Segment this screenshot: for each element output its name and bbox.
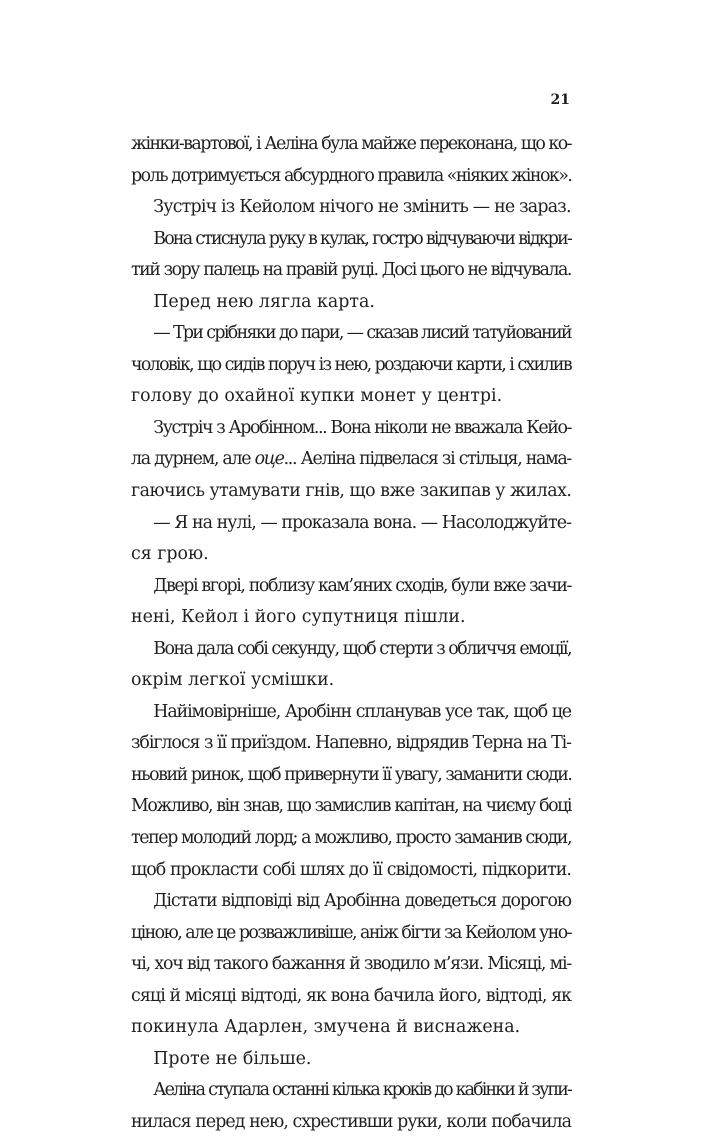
text-line: Вона дала собі секунду, щоб стерти з обличчя емоції, bbox=[153, 638, 571, 659]
text-line: щоб прокласти собі шлях до її свідомості, підкорити. bbox=[131, 859, 571, 880]
text-line: Можливо, він знав, що замислив капітан, на чиєму боці bbox=[131, 796, 571, 817]
text-line: — Я на нулі, — проказала вона. — Насолоджуйте- bbox=[153, 512, 571, 533]
text-line: — Три срібняки до пари, — сказав лисий татуйований bbox=[153, 323, 571, 344]
text-line: сяці й місяці відтоді, як вона бачила його, відтоді, як bbox=[131, 985, 572, 1006]
text-line: нилася перед нею, схрестивши руки, коли побачила bbox=[131, 1111, 571, 1132]
text-line: гаючись утамувати гнів, що вже закипав у жилах. bbox=[131, 481, 572, 502]
text-line: Двері вгорі, поблизу кам’яних сходів, були вже зачи- bbox=[153, 575, 571, 596]
text-line: покинула Адарлен, змучена й виснажена. bbox=[131, 1017, 521, 1038]
text-line: збіглося з її приїздом. Напевно, відрядив Терна на Ті- bbox=[131, 733, 571, 754]
text-line: Аеліна ступала останні кілька кроків до кабінки й зупи- bbox=[153, 1080, 571, 1101]
text-line: чі, хоч від такого бажання й зводило м’язи. Місяці, мі- bbox=[131, 954, 571, 975]
italic-emphasis: оце bbox=[254, 449, 284, 470]
text-line: ся грою. bbox=[131, 544, 209, 565]
text-line: роль дотримується абсурдного правила «ніяких жінок». bbox=[131, 165, 572, 186]
text-line: Зустріч із Кейолом нічого не змінить — не зараз. bbox=[153, 197, 571, 218]
text-line: Зустріч з Аробінном... Вона ніколи не вважала Кейо- bbox=[153, 417, 571, 438]
text-segment: ... Аеліна підвелася зі стільця, нама- bbox=[283, 449, 571, 470]
text-segment: ла дурнем, але bbox=[131, 449, 255, 470]
page-number: 21 bbox=[550, 92, 570, 108]
text-line: ньовий ринок, щоб привернути її увагу, заманити сюди. bbox=[131, 764, 572, 785]
text-line bbox=[131, 444, 571, 476]
text-line: голову до охайної купки монет у центрі. bbox=[131, 386, 503, 407]
text-line: тепер молодий лорд; а можливо, просто заманив сюди, bbox=[131, 828, 572, 849]
text-line: тий зору палець на правій руці. Досі цього не відчувала. bbox=[131, 260, 571, 281]
text-line: Дістати відповіді від Аробінна доведеться дорогою bbox=[153, 891, 571, 912]
text-line: нені, Кейол і його супутниця пішли. bbox=[131, 607, 466, 628]
text-line: Проте не більше. bbox=[153, 1048, 312, 1069]
text-line: ціною, але це розважливіше, аніж бігти за Кейолом уно- bbox=[131, 922, 571, 943]
body-text bbox=[131, 129, 571, 1139]
text-line: Перед нею лягла карта. bbox=[153, 291, 375, 312]
text-line: Найімовірніше, Аробінн спланував усе так, щоб це bbox=[153, 701, 571, 722]
text-line: жінки-вартової, і Аеліна була майже переконана, що ко- bbox=[131, 134, 571, 154]
text-line: Вона стиснула руку в кулак, гостро відчуваючи відкри- bbox=[153, 228, 571, 249]
text-line: чоловік, що сидів поруч із нею, роздаючи карти, і схилив bbox=[131, 354, 571, 375]
text-line: окрім легкої усмішки. bbox=[131, 670, 335, 691]
